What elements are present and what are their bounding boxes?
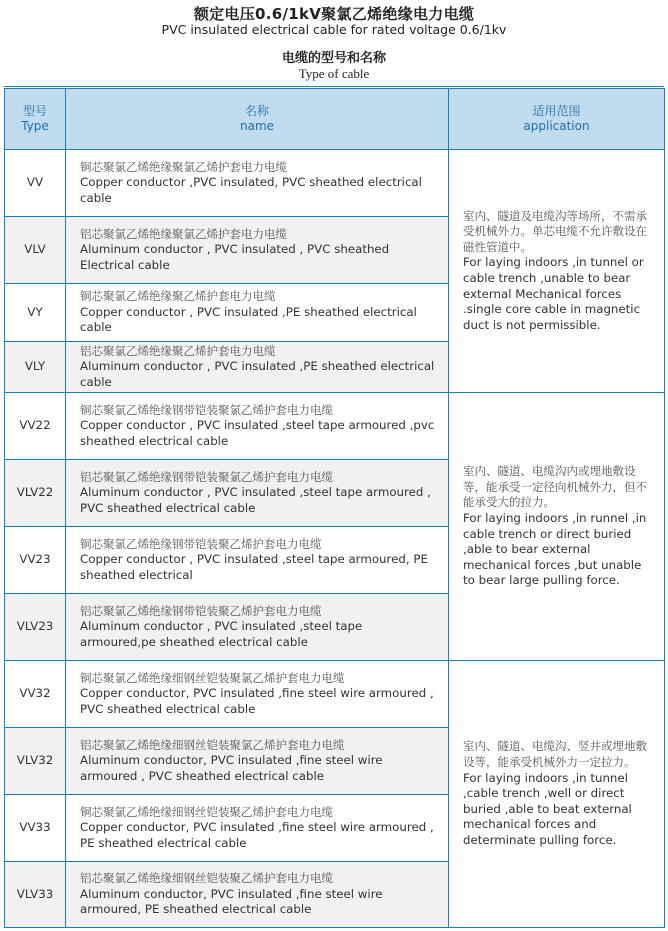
name-en: Aluminum conductor , PVC insulated ,PE sheathed electrical cable [80,359,435,389]
header-type-en: Type [21,119,49,133]
application-cn: 室内、隧道、电缆沟、竖井或埋地敷设等，能承受机械外力一定拉力。 [463,739,647,770]
type-cell: VV23 [5,527,66,594]
name-en: Aluminum conductor , PVC insulated ,steel tape armoured,pe sheathed electrical cable [80,619,363,649]
name-cn: 铝芯聚氯乙烯绝缘细钢丝铠装聚氯乙烯护套电力电缆 [80,737,345,752]
application-en: For laying indoors ,in tunnel ,cable trench ,well or direct buried ,able to beat external mechanical forces and determinate pulling force. [463,770,632,847]
name-cell [66,862,449,928]
name-cn: 铝芯聚氯乙烯绝缘聚乙烯护套电力电缆 [80,343,276,358]
name-en: Aluminum conductor, PVC insulated ,fine steel wire armoured, PE sheathed electrical cable [80,886,383,917]
application-cell [449,150,665,393]
page-title-cn: 额定电压0.6/1kV聚氯乙烯绝缘电力电缆 [193,5,475,23]
table-row [5,150,665,217]
name-cn: 铜芯聚氯乙烯绝缘聚乙烯护套电力电缆 [80,289,276,304]
section-title-en: Type of cable [298,66,370,81]
page-title-en: PVC insulated electrical cable for rated voltage 0.6/1kv [161,22,507,37]
name-cell [66,150,449,217]
name-cell [66,527,449,594]
table-row [5,661,665,728]
name-en: Copper conductor ,PVC insulated, PVC sheathed electrical cable [80,175,422,205]
name-en: Copper conductor, PVC insulated ,fine steel wire armoured , PVC sheathed electrical cable [80,686,434,716]
type-cell: VV33 [5,795,66,862]
name-cell [66,594,449,661]
name-cn: 铝芯聚氯乙烯绝缘钢带铠装聚乙烯护套电力电缆 [80,603,322,618]
application-cn: 室内、隧道、电缆沟内或埋地敷设等，能承受一定径向机械外力，但不能承受大的拉力。 [463,464,647,510]
type-cell: VV32 [5,661,66,728]
top-divider [4,86,664,87]
table-row [5,393,665,460]
name-cell [66,661,449,728]
name-cn: 铜芯聚氯乙烯绝缘钢带铠装聚氯乙烯护套电力电缆 [80,402,333,417]
header-app-cn: 适用范围 [532,104,581,118]
name-cell [66,217,449,284]
name-cn: 铝芯聚氯乙烯绝缘钢带铠装聚氯乙烯护套电力电缆 [80,469,333,484]
application-en: For laying indoors ,in tunnel or cable trench ,unable to bear external Mechanical forces .single core cable in magnetic duct is not permissible. [463,255,644,332]
type-cell: VLY [5,342,66,393]
section-title-cn: 电缆的型号和名称 [281,51,386,66]
type-cell: VLV22 [5,460,66,527]
type-cell: VLV23 [5,594,66,661]
header-name-cn: 名称 [244,104,269,118]
application-en: For laying indoors ,in runnel ,in cable trench or direct buried ,able to bear external mechanical forces ,but unable to bear large pulling force. [463,510,647,588]
application-cell [449,393,665,661]
name-cn: 铜芯聚氯乙烯绝缘钢带铠装聚乙烯护套电力电缆 [80,536,322,551]
header-application [449,89,665,150]
name-en: Aluminum conductor, PVC insulated ,fine steel wire armoured , PVC sheathed electrical cable [80,753,383,783]
name-cn: 铜芯聚氯乙烯绝缘细钢丝铠装聚氯乙烯护套电力电缆 [80,670,345,685]
name-cell [66,795,449,862]
name-en: Copper conductor, PVC insulated ,fine steel wire armoured , PE sheathed electrical cable [80,820,434,850]
name-en: Aluminum conductor , PVC insulated ,steel tape armoured , PVC sheathed electrical cable [80,485,431,515]
name-cn: 铜芯聚氯乙烯绝缘聚氯乙烯护套电力电缆 [80,159,287,174]
name-cell [66,284,449,342]
name-cn: 铜芯聚氯乙烯绝缘细钢丝铠装聚乙烯护套电力电缆 [80,804,333,819]
table-header-row [5,89,665,150]
type-cell: VV [5,150,66,217]
name-en: Aluminum conductor , PVC insulated , PVC sheathed Electrical cable [80,242,390,272]
application-cn: 室内、隧道及电缆沟等场所，不需承受机械外力。单芯电缆不允许敷设在磁性管道中。 [463,208,647,254]
type-cell: VLV32 [5,728,66,795]
type-cell: VLV33 [5,862,66,928]
application-cell [449,661,665,928]
name-cell [66,460,449,527]
name-cell [66,728,449,795]
type-cell: VY [5,284,66,342]
cable-type-table [4,88,665,928]
header-type [5,89,66,150]
name-cell [66,393,449,460]
name-en: Copper conductor , PVC insulated ,PE sheathed electrical cable [80,304,417,335]
header-app-en: application [523,119,590,133]
name-cell [66,342,449,393]
name-cn: 铝芯聚氯乙烯绝缘聚氯乙烯护套电力电缆 [80,226,287,241]
header-type-cn: 型号 [22,104,47,118]
name-en: Copper conductor , PVC insulated ,steel tape armoured, PE sheathed electrical [80,552,428,582]
type-cell: VLV [5,217,66,284]
name-en: Copper conductor , PVC insulated ,steel tape armoured ,pvc sheathed electrical cable [80,418,435,448]
header-name-en: name [239,119,275,133]
type-cell: VV22 [5,393,66,460]
header-name [66,89,449,150]
name-cn: 铝芯聚氯乙烯绝缘细钢丝铠装聚乙烯护套电力电缆 [80,871,333,886]
